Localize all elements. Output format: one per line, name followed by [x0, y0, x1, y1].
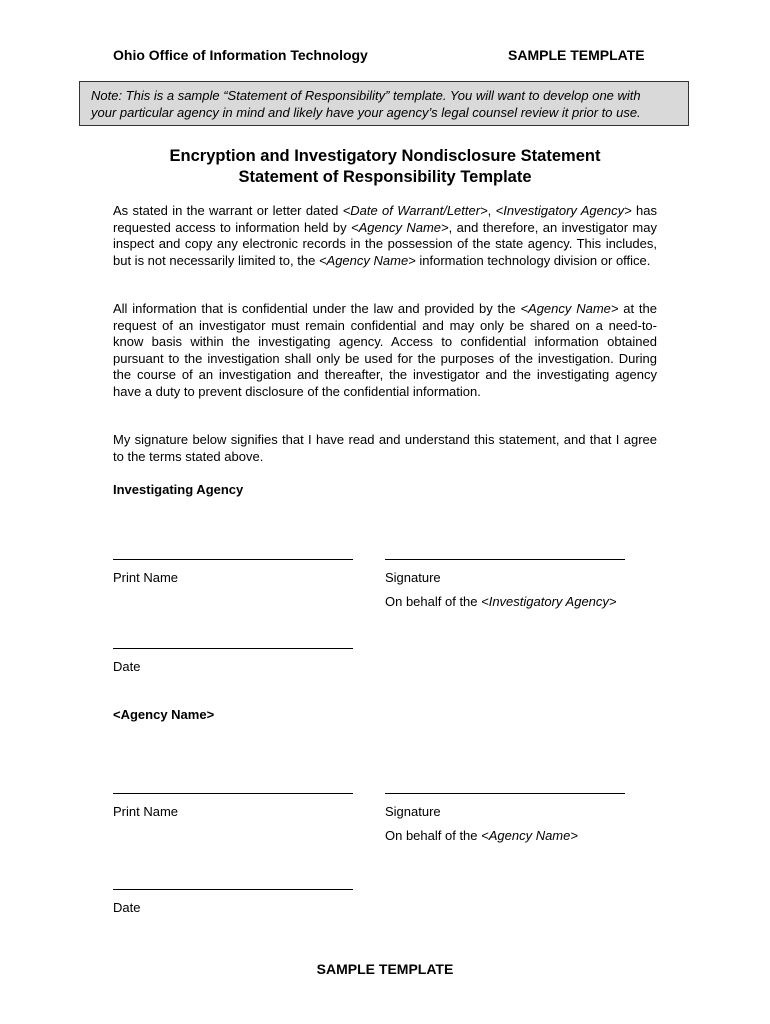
note-line-2: your particular agency in mind and likely have your agency’s legal counsel review it prior to use. [91, 105, 641, 120]
document-title: Encryption and Investigatory Nondisclosure Statement [169, 147, 601, 165]
signature-label: Signature [385, 570, 441, 585]
section-heading-investigating-agency: Investigating Agency [113, 482, 244, 497]
placeholder-agency-name: <Agency Name> [520, 301, 619, 316]
date-label: Date [113, 659, 141, 674]
placeholder-date: <Date of Warrant/Letter> [342, 203, 488, 218]
header-org: Ohio Office of Information Technology [113, 47, 368, 63]
date-line[interactable] [113, 889, 353, 890]
paragraph-confidentiality: All information that is confidential under the law and provided by the <Agency Name> at the request of an investigator must remain confidential and may only be shared on a need-to-know basis within the investigating agency. Access to confidential information obtained pursuant to the investigation shall only be used for the purposes of the investigation. During the course of an investigation and thereafter, the investigator and the investigating agency have a duty to prevent disclosure of the confidential information. [113, 301, 657, 399]
on-behalf-label: On behalf of the <Investigatory Agency> [385, 594, 617, 609]
print-name-label: Print Name [113, 570, 179, 585]
paragraph-signature-statement: My signature below signifies that I have read and understand this statement, and that I agree to the terms stated above. [113, 432, 657, 464]
placeholder-investigatory-agency: <Investigatory Agency> [481, 594, 617, 609]
on-behalf-label: On behalf of the <Agency Name> [385, 828, 578, 843]
placeholder-agency-name: <Agency Name> [318, 252, 416, 268]
section-heading-agency-name: <Agency Name> [113, 707, 215, 722]
header-sample-label: SAMPLE TEMPLATE [508, 47, 645, 63]
paragraph-warrant: As stated in the warrant or letter dated <Date of Warrant/Letter>, <Investigatory Agency> has requested access to information held by <Agency Name>, and therefore, an investigator may inspect and copy any electronic records in the possession of the state agency. This includes, but is not necessarily limited to, the <Agency Name> information technology division or office. [113, 203, 657, 268]
placeholder-agency-name: <Agency Name> [351, 219, 449, 235]
note-box [79, 81, 689, 126]
signature-line[interactable] [385, 793, 625, 794]
signature-line[interactable] [385, 559, 625, 560]
print-name-line[interactable] [113, 793, 353, 794]
print-name-label: Print Name [113, 804, 179, 819]
placeholder-investigatory-agency: <Investigatory Agency> [495, 203, 632, 218]
note-line-1: Note: This is a sample “Statement of Responsibility” template. You will want to develop one with [91, 88, 641, 103]
document-subtitle: Statement of Responsibility Template [238, 168, 532, 186]
date-label: Date [113, 900, 141, 915]
date-line[interactable] [113, 648, 353, 649]
placeholder-agency-name: <Agency Name> [481, 828, 578, 843]
signature-label: Signature [385, 804, 441, 819]
footer-sample-label: SAMPLE TEMPLATE [316, 961, 454, 977]
print-name-line[interactable] [113, 559, 353, 560]
